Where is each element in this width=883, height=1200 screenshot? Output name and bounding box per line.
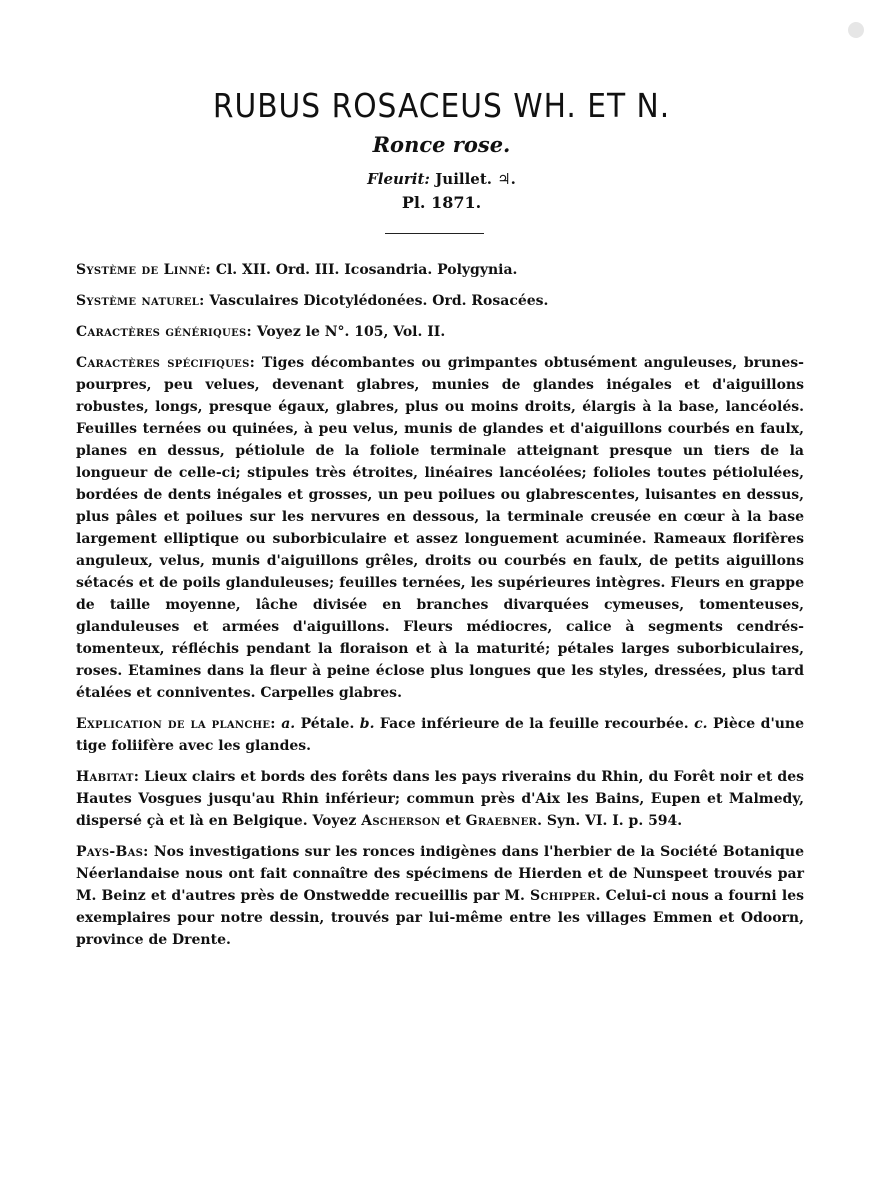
- section-text: et: [440, 813, 466, 829]
- section-habitat: [76, 766, 804, 832]
- paper-spot: [848, 22, 864, 38]
- section-specifiques: [76, 352, 804, 704]
- figure-text-a: Pétale.: [295, 716, 360, 732]
- description-body: [76, 259, 804, 951]
- section-explication: [76, 713, 804, 757]
- section-linne: [76, 259, 804, 281]
- section-text: Cl. XII. Ord. III. Icosandria. Polygynia.: [210, 262, 518, 278]
- section-text: . Celui-ci nous a fourni les exemplaires pour notre dessin, trouvés par lui-même entre les villages Emmen et Odoorn, province de Drente.: [76, 888, 804, 948]
- section-text: Lieux clairs et bords des forêts dans les pays riverains du Rhin, du Forêt noir et des Hautes Vosgues jusqu'au Rhin inférieur; commun près d'Aix les Bains, Eupen et Malmedy, dispersé çà et là en Belgique. Voyez: [76, 769, 804, 829]
- flowering-label: Fleurit:: [367, 170, 430, 188]
- figure-text-c: Pièce d'une tige foliifère avec les glandes.: [76, 716, 805, 754]
- page-title: RUBUS ROSACEUS WH. ET N.: [212, 86, 671, 125]
- flowering-value: Juillet. ♃.: [435, 170, 516, 188]
- figure-text-b: Face inférieure de la feuille recourbée.: [374, 716, 695, 732]
- section-text: Voyez le N°. 105, Vol. II.: [251, 324, 446, 340]
- section-label: Habitat:: [76, 769, 140, 785]
- section-label: Explication de la planche:: [76, 716, 276, 732]
- section-text: Vasculaires Dicotylédonées. Ord. Rosacées.: [204, 293, 549, 309]
- section-paysbas: [76, 841, 804, 951]
- section-label: Système naturel:: [76, 293, 205, 309]
- section-label: Système de Linné:: [76, 262, 211, 278]
- plate-number: Pl. 1871.: [401, 193, 482, 212]
- figure-key-a: a.: [281, 716, 296, 732]
- author-name: Graebner: [465, 813, 538, 829]
- flowering-line: [0, 170, 883, 188]
- section-text: Tiges décombantes ou grimpantes obtusément anguleuses, brunes-pourpres, peu velues, devenant glabres, munies de glandes inégales et d'aiguillons robustes, longs, presque égaux, glabres, plus ou moins droits, élargis à la base, lancéolés. Feuilles ternées ou quinées, à peu velus, munis de glandes et d'aiguillons courbés en faulx, planes en dessus, pétiolule de la foliole terminale atteignant presque un tiers de la longueur de celle-ci; stipules très étroites, linéaires lancéolées; folioles toutes pétiolulées, bordées de dents inégales et grosses, un peu poilues ou glabrescentes, luisantes en dessus, plus pâles et poilues sur les nervures en dessous, la terminale creusée en cœur à la base largement elliptique ou suborbiculaire et assez longuement acuminée. Rameaux florifères anguleux, velus, munis d'aiguillons grêles, droits ou courbés en faulx, de petits aiguillons sétacés et de poils glanduleuses; feuilles ternées, les supérieures intègres. Fleurs en grappe de taille moyenne, lâche divisée en branches divarquées cymeuses, tomenteuses, glanduleuses et armées d'aiguillons. Fleurs médiocres, calice à segments cendrés-tomenteux, réfléchis pendant la floraison et à la maturité; pétales larges suborbiculaires, roses. Etamines dans la fleur à peine éclose plus longues que les styles, dressées, plus tard étalées et conniventes. Carpelles glabres.: [76, 355, 804, 701]
- divider: [385, 233, 484, 234]
- section-text: Nos investigations sur les ronces indigènes dans l'herbier de la Société Botanique Néerlandaise nous ont fait connaître des spécimens de Hierden et de Nunspeet trouvés par M. Beinz et d'autres près de Onstwedde recueillis par M.: [76, 844, 804, 904]
- section-label: Caractères spécifiques:: [76, 355, 256, 371]
- figure-key-c: c.: [694, 716, 708, 732]
- author-name: Ascherson: [361, 813, 441, 829]
- section-generiques: [76, 321, 804, 343]
- section-label: Pays-Bas:: [76, 844, 149, 860]
- figure-key-b: b.: [359, 716, 375, 732]
- reference: . Syn. VI. I. p. 594.: [537, 813, 683, 829]
- section-label: Caractères génériques:: [76, 324, 252, 340]
- section-naturel: [76, 290, 804, 312]
- collector-name: Schipper: [530, 888, 596, 904]
- common-name: Ronce rose.: [372, 132, 511, 157]
